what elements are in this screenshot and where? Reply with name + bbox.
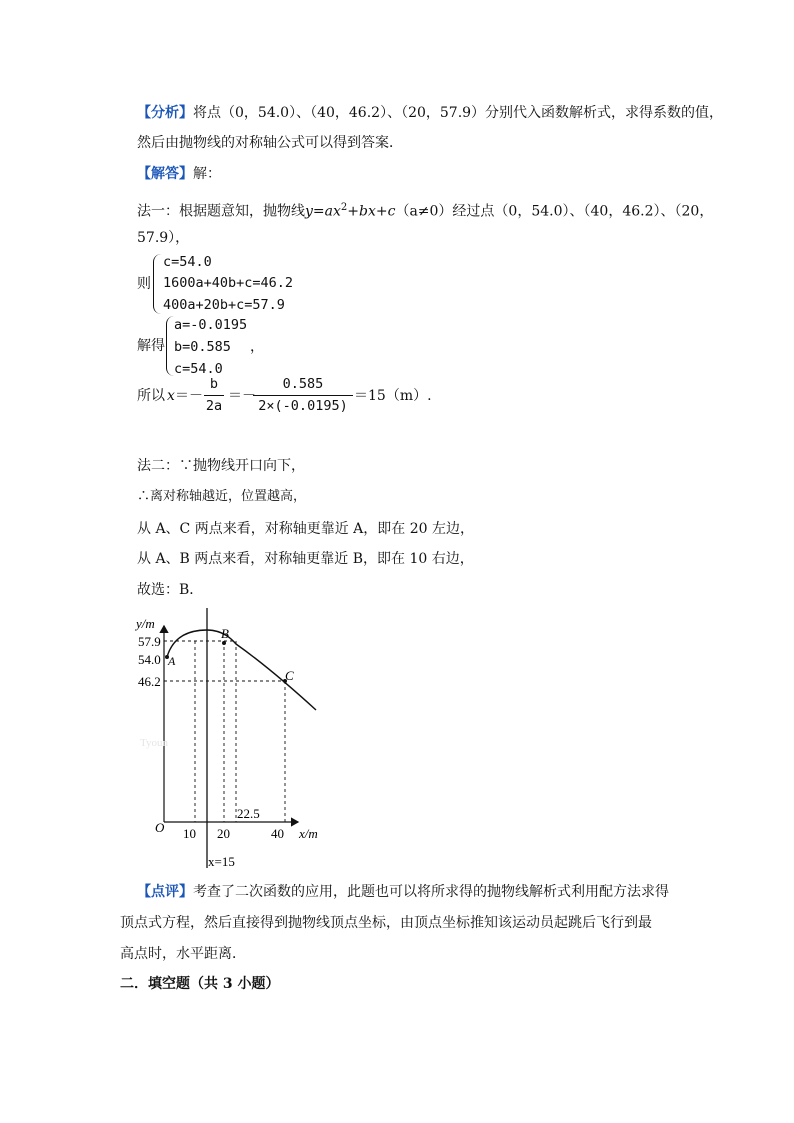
analysis-line-2: 然后由抛物线的对称轴公式可以得到答案． (137, 135, 403, 151)
fraction-b-over-2a (204, 375, 224, 415)
origin-label: O (155, 820, 165, 835)
fraction-2-denominator: 2×(-0.0195) (258, 398, 348, 414)
solution-b: b=0.585 (174, 339, 231, 355)
symmetry-label: x=15 (208, 854, 235, 869)
ytick-54-0: 54.0 (138, 652, 161, 667)
xtick-40: 40 (271, 826, 284, 841)
method2-line-2: ∴离对称轴越近，位置越高， (137, 489, 307, 504)
answer-tag: 【解答】 (137, 166, 193, 182)
term-bx-c: +bx+c (347, 203, 396, 220)
section-title: 二．填空题（共 3 小题） (120, 976, 280, 992)
method2-line-3: 从 A、C 两点来看，对称轴更靠近 A，即在 20 左边， (137, 521, 474, 537)
method1-condition: （a≠0）经过点（0，54.0）、（40，46.2）、（20， (395, 203, 714, 220)
method1-intro (137, 198, 713, 222)
point-b-label: B (221, 626, 229, 641)
method2-line-5: 故选：B． (137, 582, 204, 598)
solve-label: 解得 (137, 338, 165, 354)
answer-text: 解： (193, 166, 221, 182)
point-a-label: A (168, 654, 176, 668)
ytick-57-9: 57.9 (138, 634, 161, 649)
method1-line-2: 57.9）， (137, 230, 190, 246)
var-y: y (305, 203, 313, 220)
xtick-20: 20 (217, 826, 230, 841)
equals-minus-2: ＝－ (228, 388, 256, 404)
xtick-10: 10 (183, 826, 196, 841)
system-eq-1: c=54.0 (163, 254, 212, 270)
fraction-1-bar (204, 395, 224, 396)
y-axis-label: y/m (136, 616, 155, 631)
solution-comma: ， (250, 339, 264, 355)
so-label: 所以 (137, 388, 165, 404)
fraction-1-denominator: 2a (205, 398, 223, 414)
method2-line-4: 从 A、B 两点来看，对称轴更靠近 B，即在 10 右边， (137, 551, 474, 567)
solution-c: c=54.0 (174, 361, 223, 377)
parabola-graph (130, 605, 340, 875)
method1-intro-text: 法一：根据题意知，抛物线 (137, 203, 305, 220)
fraction-value (253, 375, 353, 415)
comment-text-1: 考查了二次函数的应用，此题也可以将所求得的抛物线解析式利用配方法求得 (193, 884, 669, 900)
solution-a: a=-0.0195 (174, 317, 248, 333)
axis-result: ＝15（m）. (354, 388, 432, 404)
answer-heading (137, 164, 221, 184)
term-ax: ax (324, 203, 341, 220)
fraction-2-bar (253, 395, 353, 396)
comment-tag: 【点评】 (137, 884, 193, 900)
fraction-2-numerator: 0.585 (282, 376, 324, 392)
comment-line-1 (137, 882, 669, 902)
point-b-dot (222, 641, 226, 645)
comment-line-3: 高点时，水平距离． (120, 946, 246, 962)
analysis-line-1 (137, 103, 723, 123)
method2-line-1: 法二：∵抛物线开口向下， (137, 458, 305, 474)
system-eq-3: 400a+20b+c=57.9 (163, 297, 285, 313)
equals-sign: = (312, 203, 325, 220)
x-axis-label: x/m (299, 826, 318, 841)
system-brace (153, 254, 162, 314)
fraction-1-numerator: b (209, 376, 219, 392)
comment-line-2: 顶点式方程，然后直接得到抛物线顶点坐标，由顶点坐标推知该运动员起跳后飞行到最 (120, 915, 652, 931)
exponent: 2 (340, 202, 348, 213)
var-x: x (167, 388, 175, 404)
ytick-46-2: 46.2 (138, 674, 161, 689)
analysis-tag: 【分析】 (137, 105, 193, 121)
point-c-label: C (285, 668, 294, 683)
watermark: Tyoun (140, 737, 168, 749)
system-eq-2: 1600a+40b+c=46.2 (163, 275, 294, 291)
analysis-text-1: 将点（0，54.0）、（40，46.2）、（20，57.9）分别代入函数解析式，求得系数的值， (193, 105, 724, 121)
xtick-22-5: 22.5 (237, 806, 260, 821)
then-label: 则 (137, 276, 151, 292)
equals-minus-1: ＝－ (175, 388, 203, 404)
